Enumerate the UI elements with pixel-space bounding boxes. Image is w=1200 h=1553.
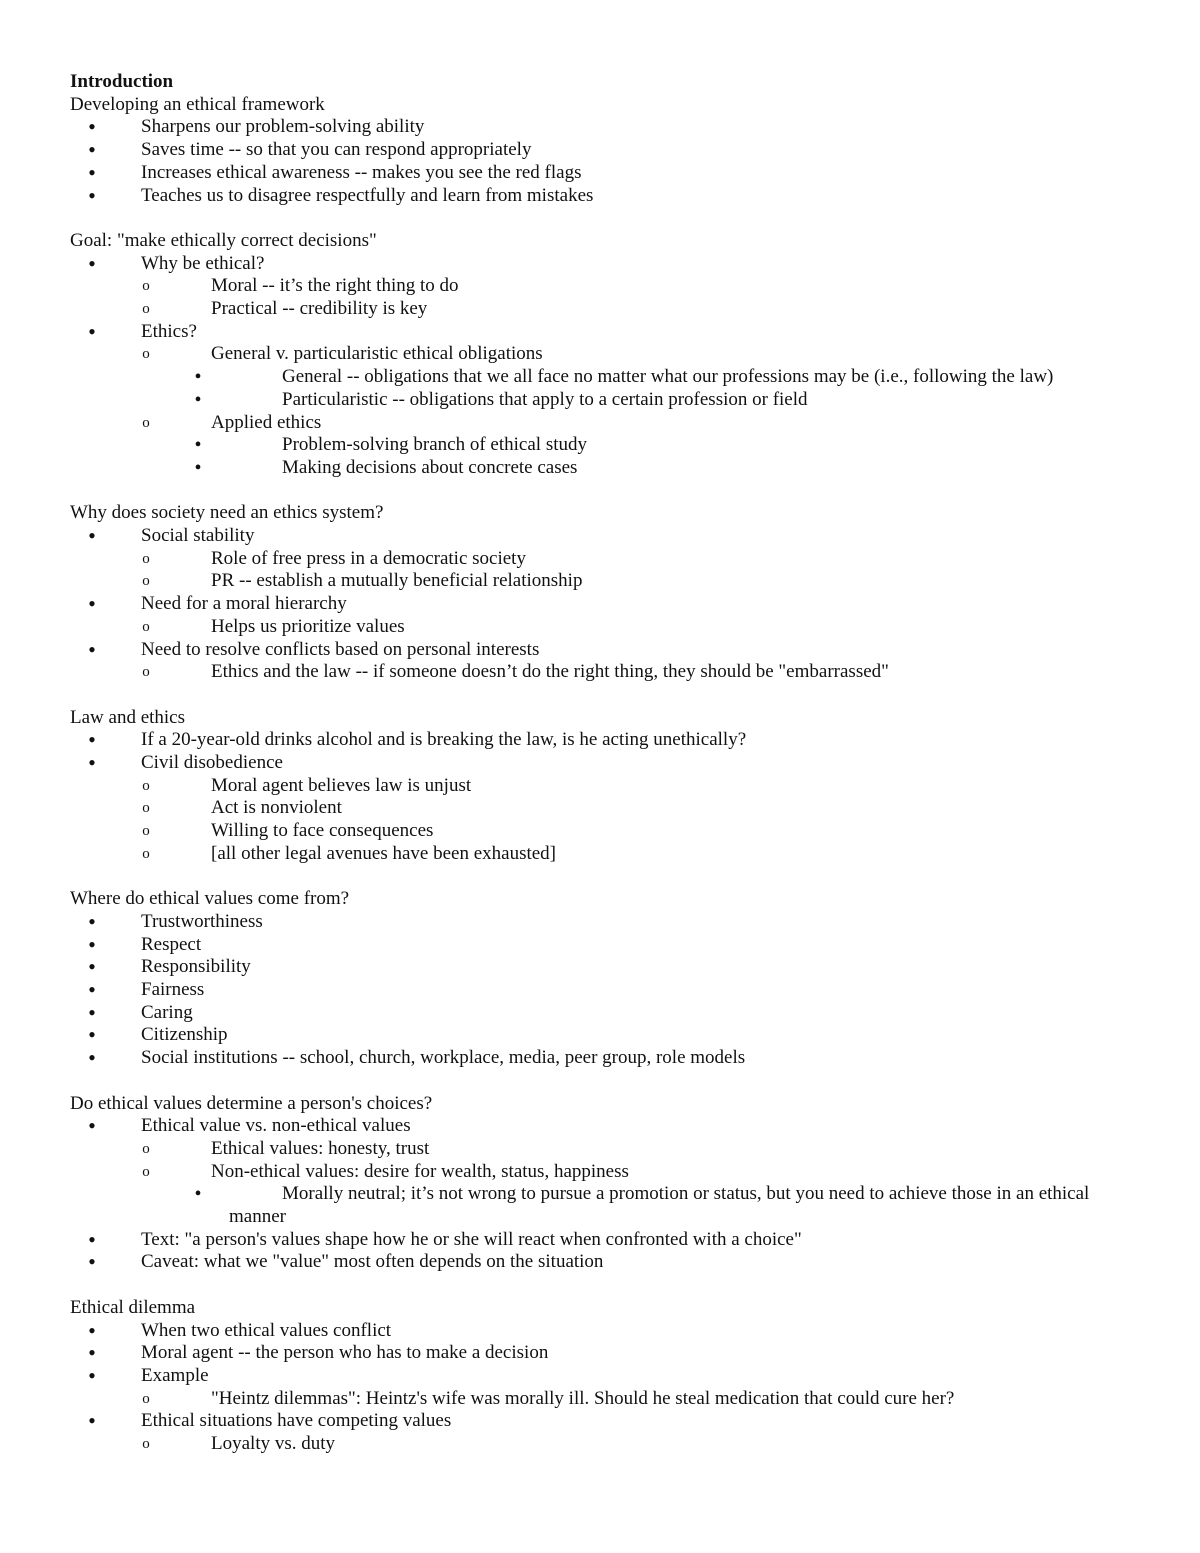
list-item-level-2: Ethics and the law -- if someone doesn’t do the right thing, they should be "embarrassed" [211,661,889,682]
bullet-icon: • [194,389,202,411]
list-item-level-1: Citizenship [141,1024,228,1045]
hollow-bullet-icon: o [142,1141,150,1157]
list-item-level-2: "Heintz dilemmas": Heintz's wife was morally ill. Should he steal medication that could cure her? [211,1388,955,1409]
list-item-level-2: Moral agent believes law is unjust [211,775,472,796]
list-item-level-2: [all other legal avenues have been exhausted] [211,843,557,864]
hollow-bullet-icon: o [142,301,150,317]
section-heading: Law and ethics [70,707,186,728]
list-item-level-1: Ethical value vs. non-ethical values [141,1115,411,1136]
hollow-bullet-icon: o [142,823,150,839]
list-item-level-2: Role of free press in a democratic society [211,548,526,569]
bullet-icon: • [194,1183,202,1205]
list-item-level-1: If a 20-year-old drinks alcohol and is breaking the law, is he acting unethically? [141,729,747,750]
list-item-level-1: Teaches us to disagree respectfully and learn from mistakes [141,185,594,206]
hollow-bullet-icon: o [142,778,150,794]
list-item-level-3: Particularistic -- obligations that apply to a certain profession or field [282,389,808,410]
bullet-icon: • [194,457,202,479]
list-item-level-1: Ethics? [141,321,197,342]
bullet-icon: • [88,1000,96,1025]
document-heading: Introduction [70,71,174,92]
bullet-icon: • [88,909,96,934]
hollow-bullet-icon: o [142,346,150,362]
hollow-bullet-icon: o [142,415,150,431]
bullet-icon: • [88,1022,96,1047]
list-item-level-1: Ethical situations have competing values [141,1410,452,1431]
section-heading: Goal: "make ethically correct decisions" [70,230,377,251]
section-heading: Where do ethical values come from? [70,888,350,909]
bullet-icon: • [88,727,96,752]
list-item-level-2: Helps us prioritize values [211,616,405,637]
list-item-level-3: manner [229,1206,286,1227]
list-item-level-2: Moral -- it’s the right thing to do [211,275,459,296]
hollow-bullet-icon: o [142,1164,150,1180]
hollow-bullet-icon: o [142,664,150,680]
list-item-level-2: Non-ethical values: desire for wealth, status, happiness [211,1161,629,1182]
list-item-level-1: Increases ethical awareness -- makes you see the red flags [141,162,582,183]
hollow-bullet-icon: o [142,1391,150,1407]
list-item-level-1: Social institutions -- school, church, workplace, media, peer group, role models [141,1047,746,1068]
list-item-level-1: Text: "a person's values shape how he or she will react when confronted with a choice" [141,1229,802,1250]
section-heading: Developing an ethical framework [70,94,325,115]
hollow-bullet-icon: o [142,551,150,567]
section-heading: Why does society need an ethics system? [70,502,384,523]
list-item-level-2: Loyalty vs. duty [211,1433,336,1454]
list-item-level-2: Applied ethics [211,412,322,433]
bullet-icon: • [88,954,96,979]
bullet-icon: • [194,366,202,388]
list-item-level-3: Making decisions about concrete cases [282,457,578,478]
bullet-icon: • [88,750,96,775]
hollow-bullet-icon: o [142,619,150,635]
bullet-icon: • [88,1249,96,1274]
bullet-icon: • [88,137,96,162]
list-item-level-1: Why be ethical? [141,253,265,274]
list-item-level-1: When two ethical values conflict [141,1320,392,1341]
section-heading: Do ethical values determine a person's choices? [70,1093,433,1114]
bullet-icon: • [88,523,96,548]
bullet-icon: • [88,319,96,344]
list-item-level-1: Saves time -- so that you can respond appropriately [141,139,532,160]
hollow-bullet-icon: o [142,278,150,294]
hollow-bullet-icon: o [142,800,150,816]
list-item-level-3: General -- obligations that we all face no matter what our professions may be (i.e., following the law) [282,366,1054,387]
bullet-icon: • [88,1363,96,1388]
bullet-icon: • [88,1340,96,1365]
list-item-level-2: Ethical values: honesty, trust [211,1138,430,1159]
bullet-icon: • [88,114,96,139]
hollow-bullet-icon: o [142,846,150,862]
bullet-icon: • [88,1113,96,1138]
bullet-icon: • [88,251,96,276]
bullet-icon: • [88,183,96,208]
list-item-level-1: Caring [141,1002,193,1023]
list-item-level-2: General v. particularistic ethical obligations [211,343,543,364]
bullet-icon: • [88,1408,96,1433]
list-item-level-1: Need for a moral hierarchy [141,593,347,614]
list-item-level-1: Example [141,1365,209,1386]
section-heading: Ethical dilemma [70,1297,196,1318]
list-item-level-2: PR -- establish a mutually beneficial relationship [211,570,583,591]
list-item-level-3: Problem-solving branch of ethical study [282,434,587,455]
bullet-icon: • [88,160,96,185]
list-item-level-2: Act is nonviolent [211,797,342,818]
list-item-level-2: Practical -- credibility is key [211,298,428,319]
list-item-level-1: Need to resolve conflicts based on personal interests [141,639,540,660]
hollow-bullet-icon: o [142,1436,150,1452]
list-item-level-1: Moral agent -- the person who has to make a decision [141,1342,549,1363]
bullet-icon: • [88,1227,96,1252]
bullet-icon: • [88,591,96,616]
bullet-icon: • [194,434,202,456]
list-item-level-1: Fairness [141,979,205,1000]
list-item-level-1: Civil disobedience [141,752,283,773]
list-item-level-2: Willing to face consequences [211,820,434,841]
bullet-icon: • [88,1318,96,1343]
list-item-level-1: Caveat: what we "value" most often depends on the situation [141,1251,604,1272]
bullet-icon: • [88,1045,96,1070]
list-item-level-1: Trustworthiness [141,911,263,932]
list-item-level-1: Responsibility [141,956,251,977]
list-item-level-1: Respect [141,934,202,955]
bullet-icon: • [88,932,96,957]
list-item-level-1: Social stability [141,525,255,546]
bullet-icon: • [88,637,96,662]
list-item-level-1: Sharpens our problem-solving ability [141,116,425,137]
bullet-icon: • [88,977,96,1002]
list-item-level-3: Morally neutral; it’s not wrong to pursue a promotion or status, but you need to achieve those in an ethical [282,1183,1090,1204]
hollow-bullet-icon: o [142,573,150,589]
